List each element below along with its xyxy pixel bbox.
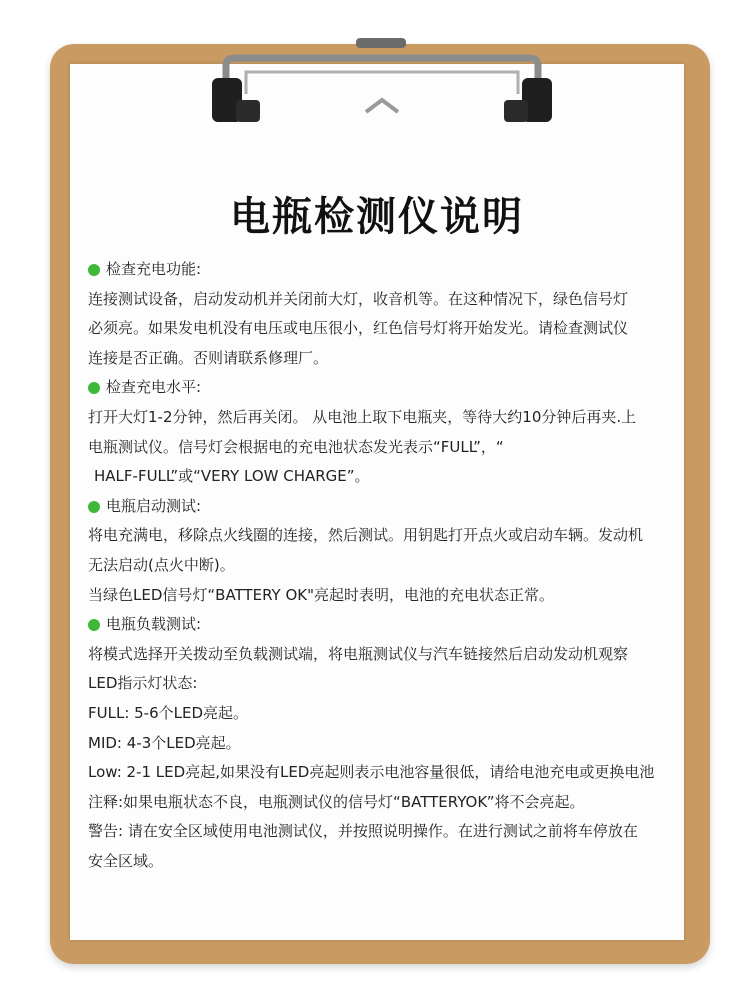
clip-icon xyxy=(206,38,558,128)
body-line: 将模式选择开关拨动至负载测试端，将电瓶测试仪与汽车链接然后启动发动机观察 xyxy=(88,644,629,663)
section-heading: 电瓶启动测试: xyxy=(106,496,202,515)
section-heading: 检查充电水平: xyxy=(106,378,202,397)
green-bullet-icon xyxy=(88,382,100,394)
instructions xyxy=(88,255,678,876)
green-bullet-icon xyxy=(88,619,100,631)
body-line: 注释:如果电瓶状态不良，电瓶测试仪的信号灯“BATTERYOK”将不会亮起。 xyxy=(88,792,585,811)
section-charging-function xyxy=(88,255,678,373)
body-line: 连接测试设备，启动发动机并关闭前大灯，收音机等。在这种情况下，绿色信号灯 xyxy=(88,289,629,308)
body-line: LED指示灯状态: xyxy=(88,674,198,693)
section-start-test xyxy=(88,492,678,610)
body-line: 警告: 请在安全区域使用电池测试仪，并按照说明操作。在进行测试之前将车停放在 xyxy=(88,822,638,841)
section-load-test xyxy=(88,610,678,876)
body-line: 必须亮。如果发电机没有电压或电压很小，红色信号灯将开始发光。请检查测试仪 xyxy=(88,319,629,338)
body-line: 打开大灯1-2分钟，然后再关闭。 从电池上取下电瓶夹，等待大约10分钟后再夹.上 xyxy=(88,407,637,426)
body-line: HALF-FULL”或“VERY LOW CHARGE”。 xyxy=(94,467,370,486)
section-charge-level xyxy=(88,373,678,491)
body-line: 安全区域。 xyxy=(88,851,164,870)
body-line: MID: 4-3个LED亮起。 xyxy=(88,733,241,752)
body-line: Low: 2-1 LED亮起,如果没有LED亮起则表示电池容量很低，请给电池充电或更换电池 xyxy=(88,763,655,782)
body-line: 电瓶测试仪。信号灯会根据电的充电池状态发光表示“FULL”，“ xyxy=(88,437,504,456)
body-line: 当绿色LED信号灯“BATTERY OK"亮起时表明，电池的充电状态正常。 xyxy=(88,585,555,604)
body-line: FULL: 5-6个LED亮起。 xyxy=(88,703,249,722)
section-heading: 检查充电功能: xyxy=(106,260,202,278)
page-title: 电瓶检测仪说明 xyxy=(230,194,524,240)
green-bullet-icon xyxy=(88,501,100,513)
body-line: 将电充满电，移除点火线圈的连接，然后测试。用钥匙打开点火或启动车辆。发动机 xyxy=(88,526,644,545)
body-line: 无法启动(点火中断)。 xyxy=(88,555,235,574)
section-heading: 电瓶负载测试: xyxy=(106,615,202,634)
green-bullet-icon xyxy=(88,264,100,276)
body-line: 连接是否正确。否则请联系修理厂。 xyxy=(88,348,329,367)
